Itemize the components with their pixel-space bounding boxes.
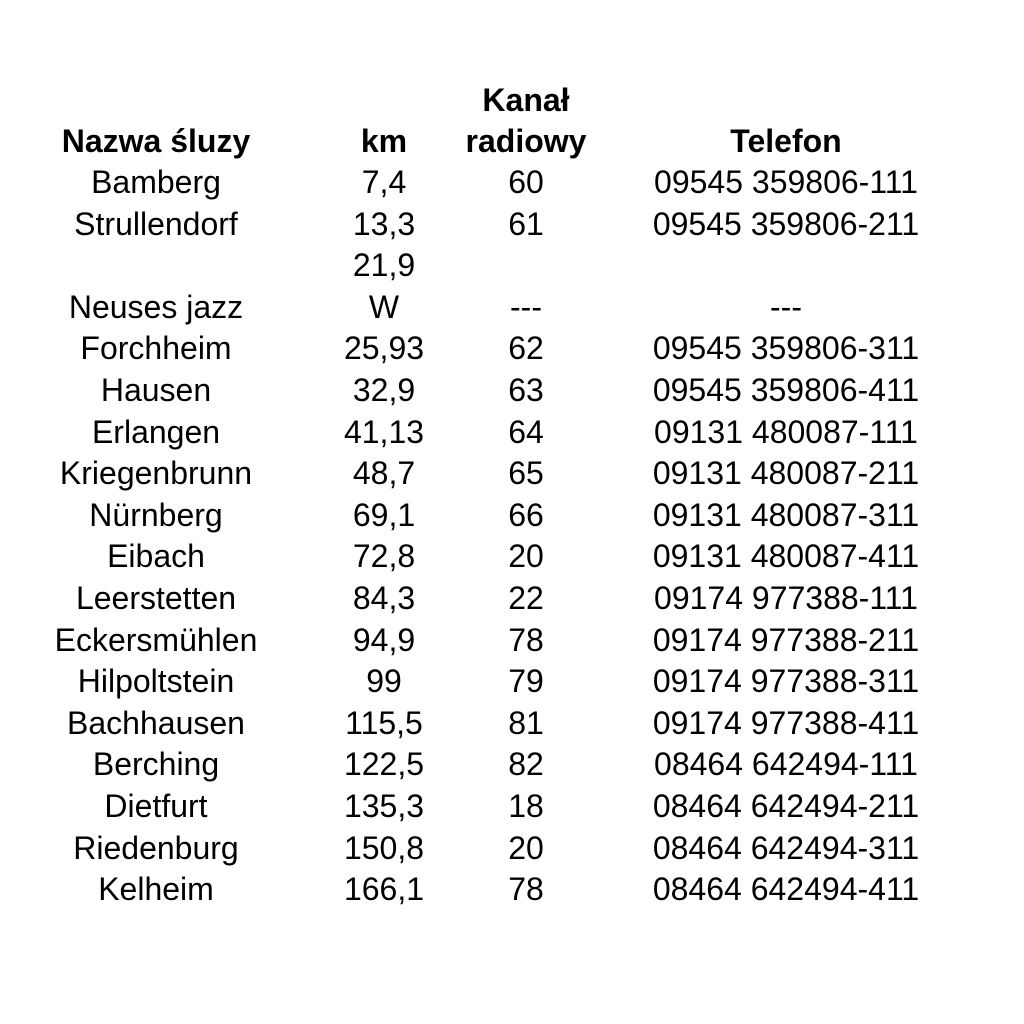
- km-cell: 32,9: [352, 371, 416, 408]
- table-row: [0, 245, 1024, 328]
- phone-cell: 09174 977388-311: [652, 663, 920, 700]
- table-row: [0, 620, 1024, 662]
- phone-cell: 09131 480087-411: [652, 538, 920, 575]
- table-row: [0, 661, 1024, 703]
- table-body: [0, 162, 1024, 911]
- phone-cell: 09174 977388-111: [654, 579, 918, 616]
- lock-name-cell: Forchheim: [80, 330, 232, 367]
- radio-channel-cell: 62: [508, 330, 544, 367]
- km-cell: 94,9: [352, 621, 416, 658]
- radio-channel-cell: 20: [508, 538, 544, 575]
- table-row: [0, 578, 1024, 620]
- table-row: [0, 744, 1024, 786]
- km-cell: 13,3: [352, 205, 416, 242]
- km-cell: 21,9 W: [352, 247, 416, 325]
- table-row: [0, 495, 1024, 537]
- table-row: [0, 828, 1024, 870]
- header-lock-name: Nazwa śluzy: [61, 123, 251, 159]
- table-row: [0, 786, 1024, 828]
- phone-cell: 08464 642494-311: [652, 829, 920, 866]
- radio-channel-cell: 79: [508, 663, 544, 700]
- table-row: [0, 703, 1024, 745]
- phone-cell: 09131 480087-211: [652, 455, 920, 492]
- radio-channel-cell: 63: [508, 371, 544, 408]
- table-row: [0, 370, 1024, 412]
- header-km: km: [360, 123, 408, 159]
- radio-channel-cell: 81: [508, 704, 544, 741]
- radio-channel-cell: ---: [510, 288, 542, 325]
- radio-channel-cell: 22: [508, 579, 544, 616]
- lock-name-cell: Berching: [92, 746, 220, 783]
- radio-channel-cell: 61: [508, 205, 544, 242]
- phone-cell: ---: [770, 288, 802, 325]
- header-radio-channel: Kanał radiowy: [465, 82, 587, 159]
- radio-channel-cell: 82: [508, 746, 544, 783]
- radio-channel-cell: 65: [508, 455, 544, 492]
- phone-cell: 09131 480087-111: [654, 413, 918, 450]
- phone-cell: 09545 359806-311: [652, 330, 920, 367]
- phone-cell: 09174 977388-211: [652, 621, 920, 658]
- lock-name-cell: Eckersmühlen: [54, 621, 258, 658]
- table-row: [0, 453, 1024, 495]
- phone-cell: 08464 642494-211: [652, 787, 920, 824]
- radio-channel-cell: 60: [508, 164, 544, 200]
- km-cell: 166,1: [343, 871, 425, 908]
- km-cell: 135,3: [343, 787, 425, 824]
- table-header: [0, 80, 1024, 162]
- table-row: [0, 204, 1024, 246]
- km-cell: 25,93: [343, 330, 425, 367]
- lock-name-cell: Nürnberg: [89, 496, 223, 533]
- phone-cell: 08464 642494-411: [652, 871, 920, 908]
- lock-name-cell: Bamberg: [91, 164, 221, 200]
- table-row: [0, 162, 1024, 204]
- km-cell: 84,3: [352, 579, 416, 616]
- lock-name-cell: Erlangen: [91, 413, 221, 450]
- phone-cell: 09545 359806-111: [654, 164, 918, 200]
- phone-cell: 09545 359806-411: [652, 371, 920, 408]
- table-row: [0, 412, 1024, 454]
- header-phone: Telefon: [730, 123, 842, 159]
- table-row: [0, 328, 1024, 370]
- km-cell: 48,7: [352, 455, 416, 492]
- radio-channel-cell: 20: [508, 829, 544, 866]
- phone-cell: 09131 480087-311: [652, 496, 920, 533]
- phone-cell: 09174 977388-411: [652, 704, 920, 741]
- km-cell: 41,13: [343, 413, 425, 450]
- km-cell: 150,8: [343, 829, 425, 866]
- table-row: [0, 536, 1024, 578]
- lock-name-cell: Hilpoltstein: [77, 663, 235, 700]
- phone-cell: 09545 359806-211: [652, 205, 920, 242]
- km-cell: 115,5: [345, 704, 423, 741]
- lock-name-cell: Riedenburg: [73, 829, 239, 866]
- lock-name-cell: Leerstetten: [75, 579, 237, 616]
- radio-channel-cell: 78: [508, 871, 544, 908]
- lock-name-cell: Hausen: [100, 371, 212, 408]
- lock-name-cell: Neuses jazz: [68, 288, 244, 325]
- km-cell: 72,8: [352, 538, 416, 575]
- radio-channel-cell: 78: [508, 621, 544, 658]
- lock-name-cell: Kriegenbrunn: [59, 455, 253, 492]
- lock-name-cell: Kelheim: [98, 871, 214, 908]
- radio-channel-cell: 66: [508, 496, 544, 533]
- lock-name-cell: Bachhausen: [67, 704, 245, 741]
- km-cell: 99: [366, 663, 402, 700]
- radio-channel-cell: 18: [508, 787, 544, 824]
- lock-name-cell: Dietfurt: [104, 787, 208, 824]
- radio-channel-cell: 64: [508, 413, 544, 450]
- km-cell: 7,4: [361, 164, 407, 200]
- lock-name-cell: Strullendorf: [74, 205, 238, 242]
- table-row: [0, 869, 1024, 911]
- km-cell: 122,5: [343, 746, 425, 783]
- lock-name-cell: Eibach: [107, 538, 205, 575]
- km-cell: 69,1: [352, 496, 416, 533]
- phone-cell: 08464 642494-111: [654, 746, 918, 783]
